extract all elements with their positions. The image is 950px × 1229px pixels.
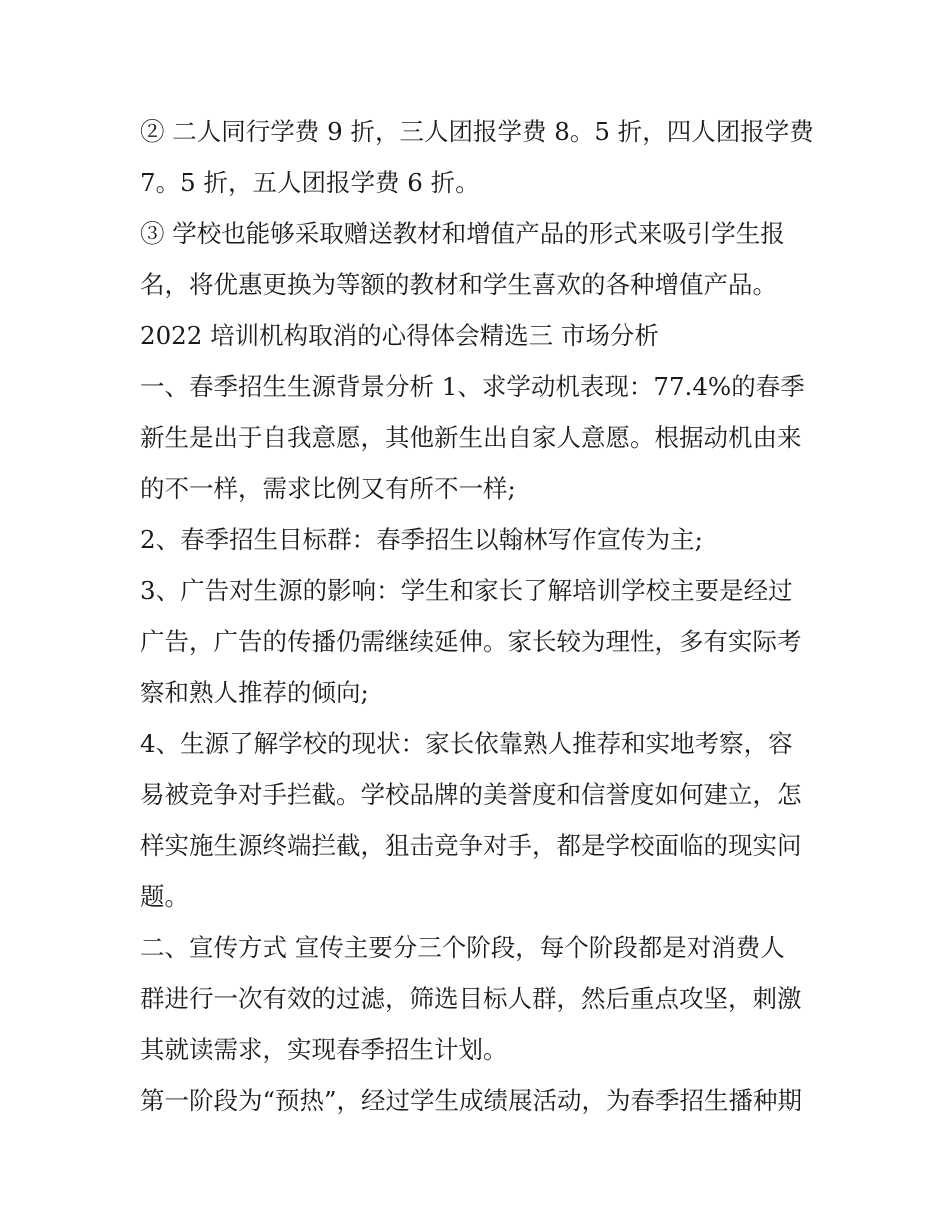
text-line: 7。5 折，五人团报学费 6 折。	[140, 168, 480, 197]
text-line: 一、春季招生生源背景分析 1、求学动机表现：77.4%的春季	[140, 372, 805, 401]
text-line: 题。	[140, 882, 189, 911]
text-line: 察和熟人推荐的倾向;	[140, 678, 369, 707]
text-line: 群进行一次有效的过滤，筛选目标人群，然后重点攻坚，刺激	[140, 984, 802, 1013]
text-line: 4、生源了解学校的现状：家长依靠熟人推荐和实地考察，容	[140, 729, 793, 758]
text-line: 名，将优惠更换为等额的教材和学生喜欢的各种增值产品。	[140, 270, 777, 299]
document-body	[140, 106, 820, 1126]
text-line: 2、春季招生目标群：春季招生以翰林写作宣传为主;	[140, 525, 703, 554]
text-line: 二、宣传方式 宣传主要分三个阶段，每个阶段都是对消费人	[140, 933, 785, 962]
text-line: 新生是出于自我意愿，其他新生出自家人意愿。根据动机由来	[140, 423, 802, 452]
text-line: 广告，广告的传播仍需继续延伸。家长较为理性，多有实际考	[140, 627, 802, 656]
text-line: 的不一样，需求比例又有所不一样;	[140, 474, 516, 503]
text-line: 样实施生源终端拦截，狙击竞争对手，都是学校面临的现实问	[140, 831, 802, 860]
text-line: ② 二人同行学费 9 折，三人团报学费 8。5 折，四人团报学费	[140, 117, 814, 146]
text-line: 第一阶段为“预热”，经过学生成绩展活动，为春季招生播种期	[140, 1086, 803, 1115]
text-line: 易被竞争对手拦截。学校品牌的美誉度和信誉度如何建立，怎	[140, 780, 802, 809]
text-line: 3、广告对生源的影响：学生和家长了解培训学校主要是经过	[140, 576, 793, 605]
text-line: ③ 学校也能够采取赠送教材和增值产品的形式来吸引学生报	[140, 219, 785, 248]
section-heading: 2022 培训机构取消的心得体会精选三 市场分析	[140, 321, 659, 350]
text-line: 其就读需求，实现春季招生计划。	[140, 1035, 508, 1064]
